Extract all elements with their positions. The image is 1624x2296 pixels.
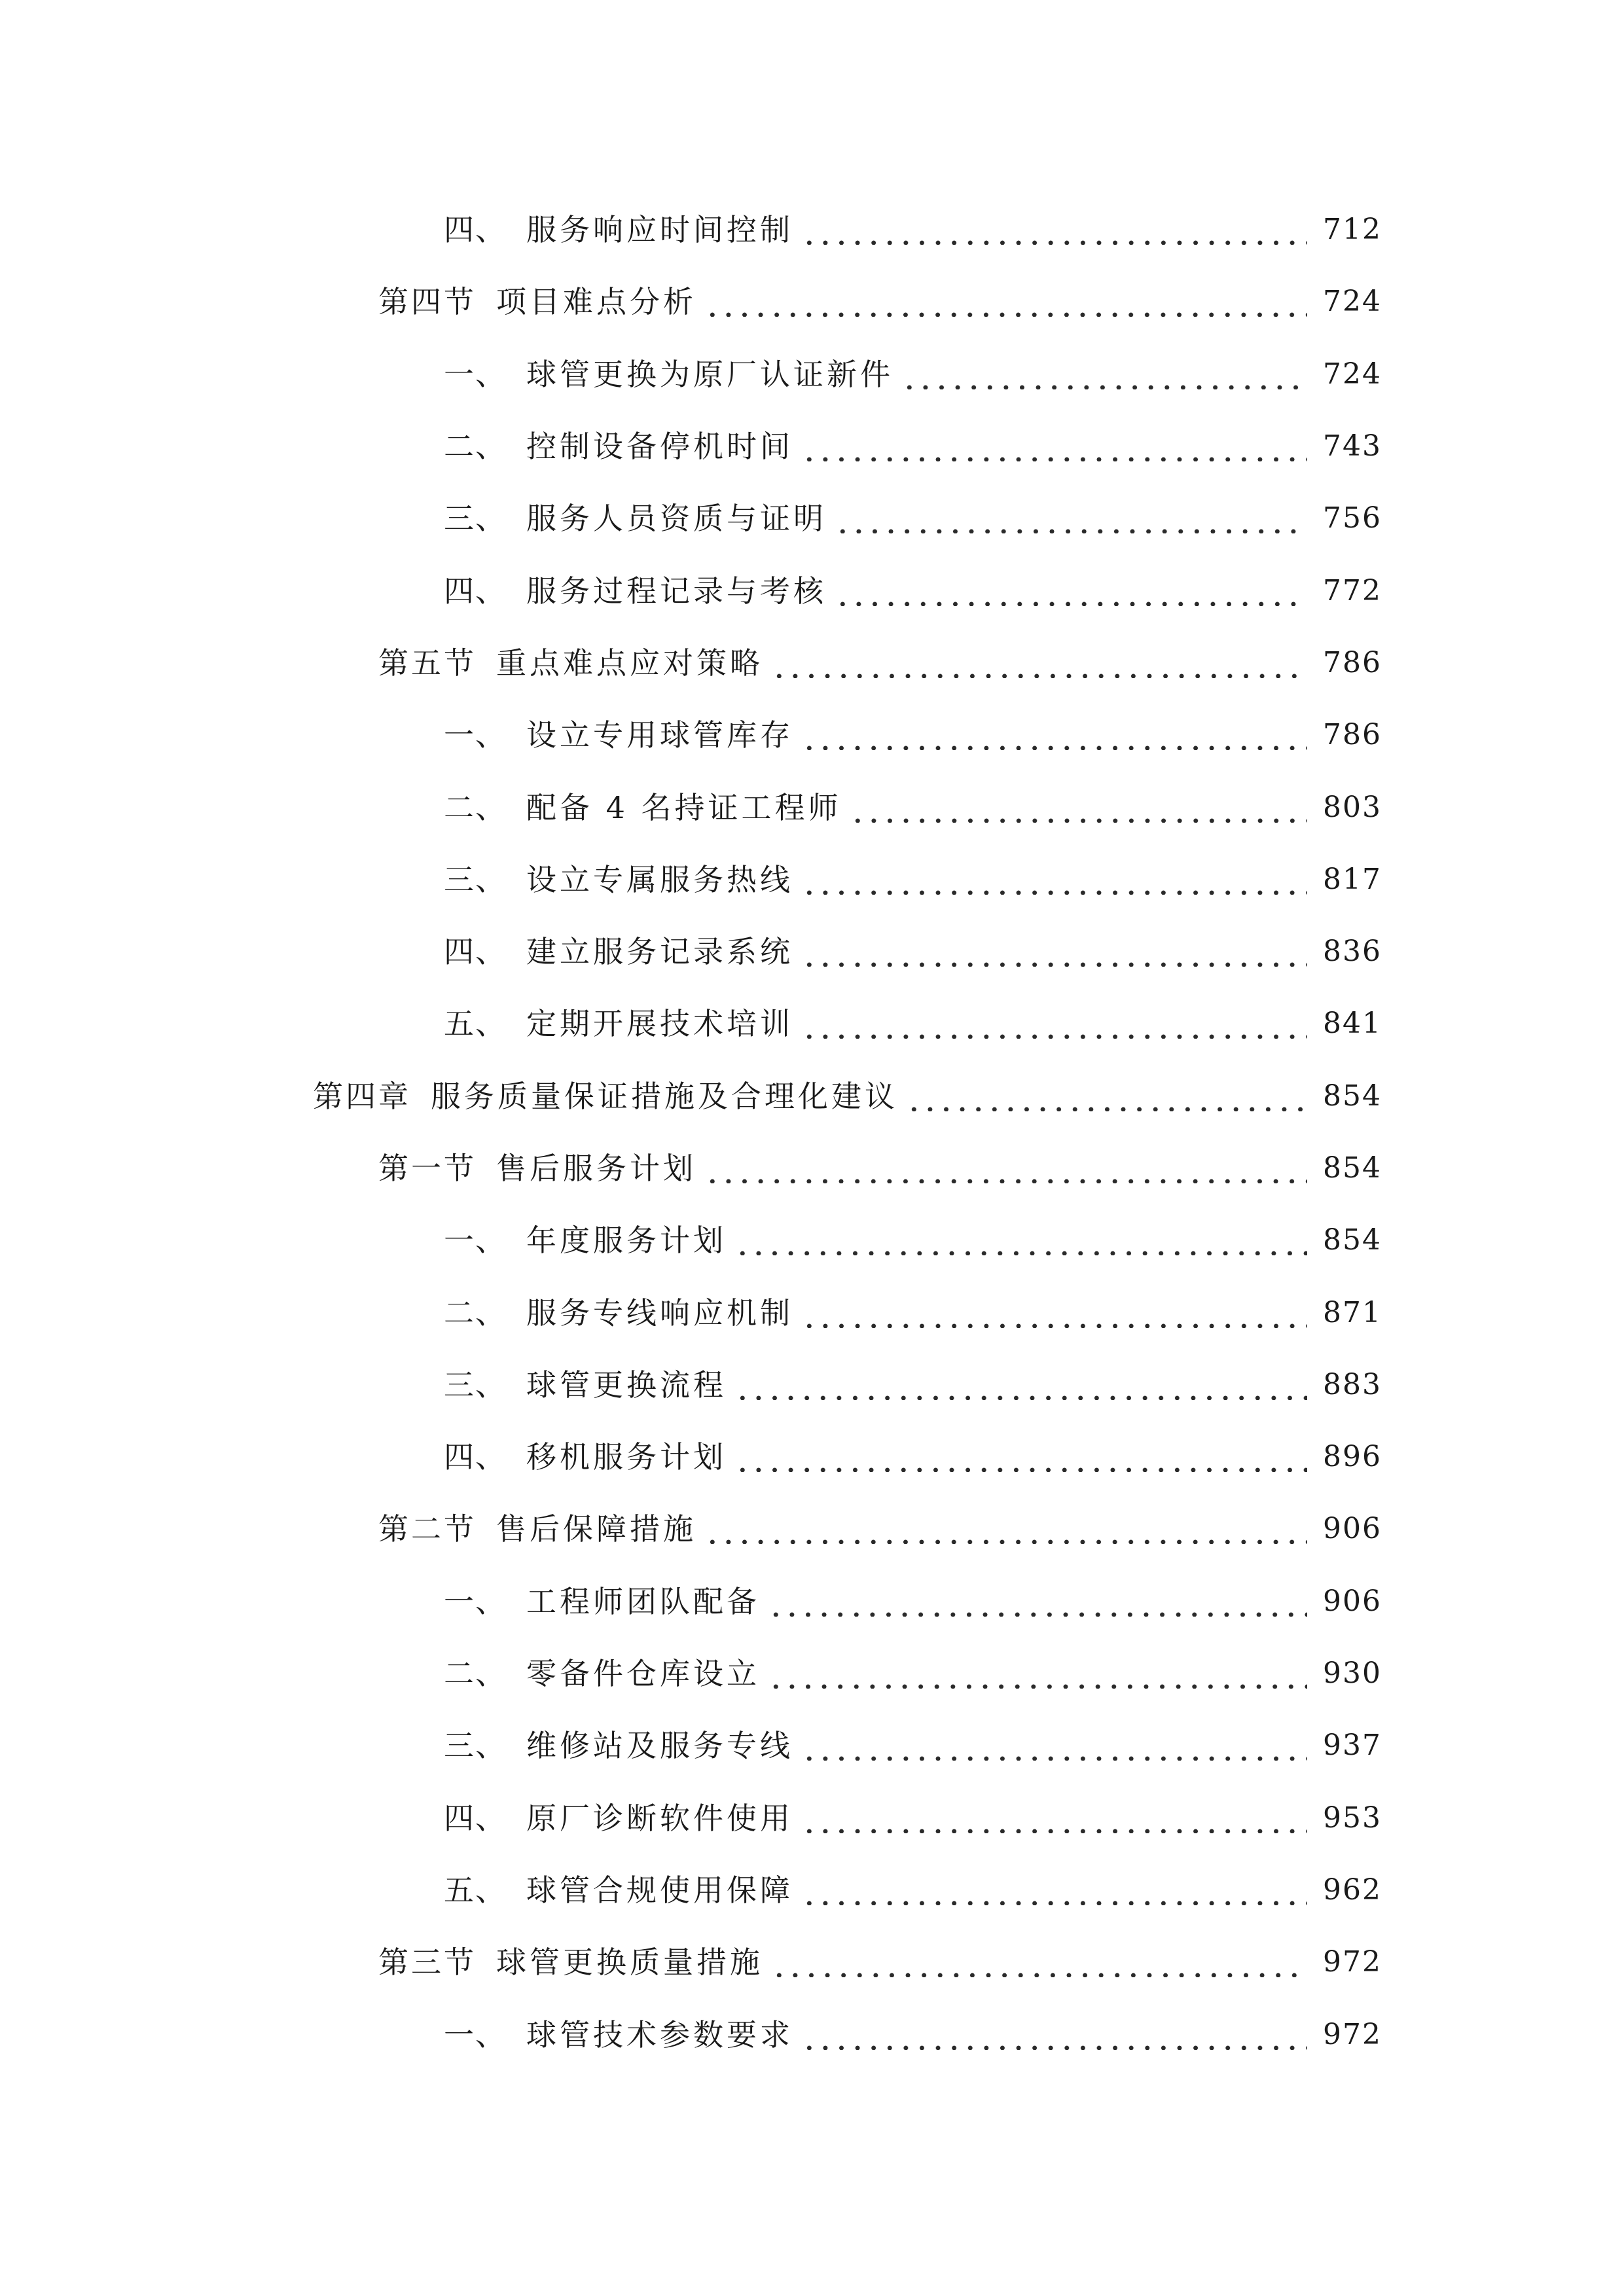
toc-entry-level-3[interactable] [0,1421,1382,1493]
toc-entry-level-3[interactable] [0,1566,1382,1638]
toc-entry-page-number: 841 [1323,1007,1382,1041]
toc-entry-number: 四、 [444,573,507,609]
toc-entry-page-number: 854 [1323,1223,1382,1257]
toc-entry-page-number: 743 [1323,429,1382,463]
toc-entry-number: 二、 [444,1656,507,1692]
toc-entry-page-number: 803 [1323,790,1382,824]
toc-entry-title: 移机服务计划 [526,1439,727,1475]
toc-dot-leader [801,431,1307,461]
toc-entry-level-3[interactable] [0,916,1382,988]
toc-entry-number: 一、 [444,2017,507,2053]
toc-entry-number: 四、 [444,934,507,970]
toc-entry-page-number: 972 [1323,1945,1382,1979]
toc-entry-title: 零备件仓库设立 [526,1656,760,1692]
toc-entry-level-2[interactable] [0,627,1382,699]
toc-entry-page-number: 906 [1323,1512,1382,1546]
toc-entry-level-3[interactable] [0,1854,1382,1926]
toc-entry-page-number: 772 [1323,573,1382,607]
toc-entry-title: 工程师团队配备 [526,1583,760,1619]
toc-entry-page-number: 786 [1323,718,1382,752]
toc-entry-level-3[interactable] [0,1710,1382,1782]
toc-entry-number: 四、 [444,212,507,248]
toc-dot-leader [771,1947,1307,1977]
toc-entry-number: 第二节 [378,1511,477,1547]
toc-entry-number: 一、 [444,717,507,753]
toc-entry-title: 球管更换为原厂认证新件 [526,356,893,392]
toc-entry-page-number: 712 [1323,213,1382,247]
toc-entry-number: 二、 [444,1295,507,1331]
toc-entry-level-3[interactable] [0,988,1382,1060]
toc-entry-number: 二、 [444,429,507,465]
toc-entry-page-number: 854 [1323,1151,1382,1185]
toc-entry-title: 服务过程记录与考核 [526,573,827,609]
toc-entry-page-number: 972 [1323,2017,1382,2051]
toc-dot-leader [835,503,1307,533]
toc-entry-title: 服务人员资质与证明 [526,501,827,537]
toc-entry-title: 定期开展技术培训 [526,1006,793,1042]
toc-entry-level-3[interactable] [0,1204,1382,1276]
toc-entry-page-number: 756 [1323,501,1382,535]
toc-entry-number: 五、 [444,1872,507,1908]
toc-dot-leader [704,1153,1307,1183]
toc-dot-leader [801,1875,1307,1905]
toc-entry-level-3[interactable] [0,482,1382,554]
toc-entry-title: 配备 4 名持证工程师 [526,789,842,825]
toc-entry-level-2[interactable] [0,266,1382,338]
toc-entry-title: 球管合规使用保障 [526,1872,793,1908]
toc-entry-page-number: 724 [1323,285,1382,319]
toc-entry-title: 售后保障措施 [496,1511,696,1547]
toc-entry-title: 球管更换流程 [526,1367,727,1403]
toc-entry-title: 设立专用球管库存 [526,717,793,753]
toc-dot-leader [801,215,1307,245]
toc-dot-leader [906,1081,1307,1111]
toc-entry-number: 第四章 [313,1078,411,1114]
toc-entry-number: 三、 [444,861,507,897]
toc-entry-page-number: 962 [1323,1873,1382,1907]
toc-entry-title: 控制设备停机时间 [526,429,793,465]
toc-entry-page-number: 854 [1323,1079,1382,1113]
toc-dot-leader [850,793,1308,823]
toc-entry-title: 服务响应时间控制 [526,212,793,248]
toc-entry-page-number: 817 [1323,862,1382,896]
toc-dot-leader [768,1587,1307,1617]
toc-entry-level-3[interactable] [0,699,1382,771]
toc-entry-level-3[interactable] [0,1349,1382,1421]
toc-entry-number: 四、 [444,1800,507,1836]
toc-entry-page-number: 836 [1323,935,1382,969]
toc-entry-page-number: 724 [1323,357,1382,391]
toc-entry-level-3[interactable] [0,194,1382,266]
toc-entry-page-number: 871 [1323,1295,1382,1329]
toc-entry-number: 一、 [444,356,507,392]
toc-dot-leader [901,359,1307,389]
toc-dot-leader [768,1659,1307,1689]
toc-entry-title: 球管技术参数要求 [526,2017,793,2053]
toc-entry-level-3[interactable] [0,1638,1382,1710]
toc-entry-number: 第五节 [378,645,477,681]
toc-dot-leader [835,576,1307,606]
toc-entry-number: 三、 [444,1367,507,1403]
toc-entry-number: 三、 [444,501,507,537]
toc-entry-title: 球管更换质量措施 [496,1945,763,1981]
toc-entry-level-3[interactable] [0,771,1382,843]
toc-entry-number: 三、 [444,1728,507,1764]
toc-entry-level-3[interactable] [0,338,1382,410]
toc-entry-title: 重点难点应对策略 [496,645,763,681]
toc-dot-leader [801,1803,1307,1833]
toc-entry-page-number: 786 [1323,645,1382,679]
toc-dot-leader [801,1731,1307,1761]
toc-entry-page-number: 930 [1323,1657,1382,1691]
toc-entry-number: 第四节 [378,284,477,320]
toc-entry-level-3[interactable] [0,844,1382,916]
toc-entry-title: 服务专线响应机制 [526,1295,793,1331]
toc-entry-page-number: 953 [1323,1801,1382,1835]
toc-entry-page-number: 906 [1323,1584,1382,1618]
toc-dot-leader [704,1514,1307,1544]
toc-entry-title: 原厂诊断软件使用 [526,1800,793,1836]
toc-entry-number: 二、 [444,789,507,825]
toc-entry-number: 第一节 [378,1151,477,1186]
toc-entry-number: 四、 [444,1439,507,1475]
toc-entry-level-2[interactable] [0,1132,1382,1204]
toc-dot-leader [801,1298,1307,1328]
toc-entry-page-number: 896 [1323,1440,1382,1474]
toc-entry-level-3[interactable] [0,410,1382,482]
toc-dot-leader [734,1370,1307,1400]
toc-entry-title: 服务质量保证措施及合理化建议 [431,1078,898,1114]
toc-dot-leader [801,2020,1307,2050]
toc-dot-leader [734,1442,1307,1472]
toc-entry-level-3[interactable] [0,1276,1382,1348]
toc-entry-title: 设立专属服务热线 [526,861,793,897]
toc-entry-title: 售后服务计划 [496,1151,696,1186]
toc-entry-title: 维修站及服务专线 [526,1728,793,1764]
toc-entry-number: 一、 [444,1223,507,1259]
toc-dot-leader [771,648,1307,678]
toc-entry-level-1[interactable] [0,1060,1382,1132]
toc-dot-leader [734,1225,1307,1255]
toc-entry-level-3[interactable] [0,1782,1382,1854]
toc-dot-leader [801,720,1307,750]
toc-entry-level-3[interactable] [0,554,1382,626]
toc-entry-title: 年度服务计划 [526,1223,727,1259]
toc-entry-page-number: 937 [1323,1729,1382,1763]
toc-entry-page-number: 883 [1323,1367,1382,1401]
toc-entry-title: 项目难点分析 [496,284,696,320]
toc-entry-number: 五、 [444,1006,507,1042]
toc-dot-leader [801,937,1307,967]
toc-entry-level-2[interactable] [0,1926,1382,1998]
toc-dot-leader [801,865,1307,895]
toc-dot-leader [704,287,1307,317]
toc-entry-level-3[interactable] [0,1998,1382,2070]
toc-entry-title: 建立服务记录系统 [526,934,793,970]
toc-dot-leader [801,1009,1307,1039]
toc-entry-number: 第三节 [378,1945,477,1981]
toc-entry-level-2[interactable] [0,1493,1382,1565]
toc-entry-number: 一、 [444,1583,507,1619]
table-of-contents [0,194,1624,2071]
